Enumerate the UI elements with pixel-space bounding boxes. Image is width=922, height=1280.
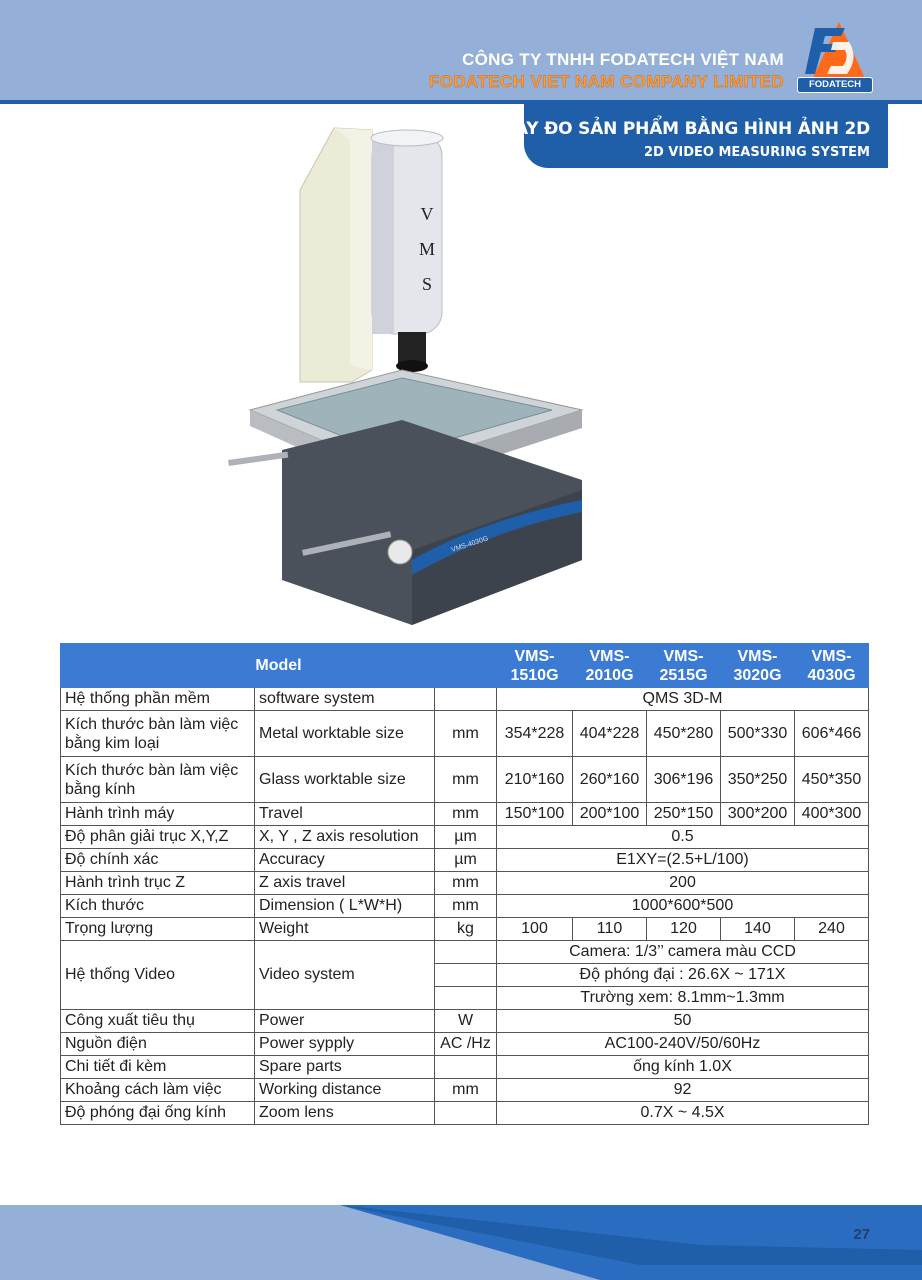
row-label-en: Accuracy bbox=[255, 849, 435, 872]
page-number: 27 bbox=[853, 1226, 870, 1243]
page-title: MÁY ĐO SẢN PHẨM BẰNG HÌNH ẢNH 2D bbox=[498, 119, 870, 139]
row-value: Trường xem: 8.1mm~1.3mm bbox=[497, 987, 869, 1010]
row-value: 140 bbox=[721, 918, 795, 941]
table-row bbox=[61, 872, 869, 895]
row-value: 400*300 bbox=[795, 803, 869, 826]
row-label-vi: Hành trình trục Z bbox=[61, 872, 255, 895]
table-row bbox=[61, 1079, 869, 1102]
row-value: QMS 3D-M bbox=[497, 688, 869, 711]
row-unit: mm bbox=[435, 757, 497, 803]
table-row bbox=[61, 711, 869, 757]
row-label-en: Zoom lens bbox=[255, 1102, 435, 1125]
row-value: 606*466 bbox=[795, 711, 869, 757]
row-unit: mm bbox=[435, 711, 497, 757]
row-value: 260*160 bbox=[573, 757, 647, 803]
row-label-vi: Hệ thống Video bbox=[61, 941, 255, 1010]
table-row bbox=[61, 918, 869, 941]
row-value: 404*228 bbox=[573, 711, 647, 757]
row-unit: mm bbox=[435, 803, 497, 826]
table-row bbox=[61, 1056, 869, 1079]
row-label-en: Weight bbox=[255, 918, 435, 941]
row-value: 50 bbox=[497, 1010, 869, 1033]
row-label-vi: Độ phân giải trục X,Y,Z bbox=[61, 826, 255, 849]
row-unit: W bbox=[435, 1010, 497, 1033]
row-label-en: Working distance bbox=[255, 1079, 435, 1102]
row-label-en: X, Y , Z axis resolution bbox=[255, 826, 435, 849]
model-vms-2515g: VMS- 2515G bbox=[647, 644, 721, 688]
row-label-vi: Khoảng cách làm việc bbox=[61, 1079, 255, 1102]
row-label-en: Power sypply bbox=[255, 1033, 435, 1056]
row-label-vi: Chi tiết đi kèm bbox=[61, 1056, 255, 1079]
row-unit: AC /Hz bbox=[435, 1033, 497, 1056]
table-row bbox=[61, 849, 869, 872]
row-label-vi: Độ phóng đại ống kính bbox=[61, 1102, 255, 1125]
model-vms-2010g: VMS- 2010G bbox=[573, 644, 647, 688]
row-value: 120 bbox=[647, 918, 721, 941]
row-label-en: Dimension ( L*W*H) bbox=[255, 895, 435, 918]
company-name-vi: CÔNG TY TNHH FODATECH VIỆT NAM bbox=[462, 50, 784, 69]
model-vms-1510g: VMS- 1510G bbox=[497, 644, 573, 688]
spec-table bbox=[60, 643, 869, 1125]
row-label-vi: Nguồn điện bbox=[61, 1033, 255, 1056]
row-value: 200 bbox=[497, 872, 869, 895]
row-value: 0.7X ~ 4.5X bbox=[497, 1102, 869, 1125]
machine-plate-text: VMS-4030G bbox=[450, 535, 490, 554]
row-label-en: software system bbox=[255, 688, 435, 711]
row-value: 110 bbox=[573, 918, 647, 941]
row-value: E1XY=(2.5+L/100) bbox=[497, 849, 869, 872]
row-value: 306*196 bbox=[647, 757, 721, 803]
row-value: 500*330 bbox=[721, 711, 795, 757]
row-value: AC100-240V/50/60Hz bbox=[497, 1033, 869, 1056]
row-label-vi: Kích thước bbox=[61, 895, 255, 918]
row-unit: mm bbox=[435, 895, 497, 918]
row-label-en: Glass worktable size bbox=[255, 757, 435, 803]
row-unit bbox=[435, 688, 497, 711]
table-row bbox=[61, 1102, 869, 1125]
model-vms-4030g: VMS- 4030G bbox=[795, 644, 869, 688]
row-value: 210*160 bbox=[497, 757, 573, 803]
logo-wordmark: FODATECH bbox=[797, 77, 873, 93]
vms-machine-image bbox=[222, 120, 622, 625]
row-value: 1000*600*500 bbox=[497, 895, 869, 918]
footer-swoosh bbox=[0, 1205, 922, 1280]
model-header: Model bbox=[61, 644, 497, 688]
row-value: 240 bbox=[795, 918, 869, 941]
table-header-row bbox=[61, 644, 869, 688]
head-letter-m: M bbox=[418, 239, 436, 259]
table-row bbox=[61, 895, 869, 918]
row-value: 0.5 bbox=[497, 826, 869, 849]
row-label-en: Z axis travel bbox=[255, 872, 435, 895]
row-value: 300*200 bbox=[721, 803, 795, 826]
row-unit: mm bbox=[435, 1079, 497, 1102]
table-row bbox=[61, 1033, 869, 1056]
head-letter-v: V bbox=[420, 204, 434, 224]
row-value: 450*280 bbox=[647, 711, 721, 757]
row-value: 450*350 bbox=[795, 757, 869, 803]
row-value: ống kính 1.0X bbox=[497, 1056, 869, 1079]
row-value: 100 bbox=[497, 918, 573, 941]
row-label-vi: Hệ thống phần mềm bbox=[61, 688, 255, 711]
row-label-vi: Kích thước bàn làm việc bằng kim loại bbox=[61, 711, 255, 757]
company-name-en: FODATECH VIET NAM COMPANY LIMITED bbox=[428, 72, 784, 91]
table-row bbox=[61, 757, 869, 803]
row-unit: mm bbox=[435, 872, 497, 895]
row-label-vi: Độ chính xác bbox=[61, 849, 255, 872]
row-label-en: Power bbox=[255, 1010, 435, 1033]
row-unit: µm bbox=[435, 849, 497, 872]
row-label-en: Video system bbox=[255, 941, 435, 1010]
head-letter-s: S bbox=[421, 274, 433, 294]
row-unit: µm bbox=[435, 826, 497, 849]
row-label-en: Travel bbox=[255, 803, 435, 826]
page-subtitle: 2D VIDEO MEASURING SYSTEM bbox=[643, 145, 870, 160]
row-unit bbox=[435, 987, 497, 1010]
row-label-vi: Kích thước bàn làm việc bằng kính bbox=[61, 757, 255, 803]
row-unit: kg bbox=[435, 918, 497, 941]
row-unit bbox=[435, 941, 497, 964]
model-vms-3020g: VMS- 3020G bbox=[721, 644, 795, 688]
row-value: 250*150 bbox=[647, 803, 721, 826]
row-value: Camera: 1/3’’ camera màu CCD bbox=[497, 941, 869, 964]
row-value: 92 bbox=[497, 1079, 869, 1102]
row-label-en: Spare parts bbox=[255, 1056, 435, 1079]
table-row bbox=[61, 1010, 869, 1033]
table-row bbox=[61, 941, 869, 964]
row-value: Độ phóng đại : 26.6X ~ 171X bbox=[497, 964, 869, 987]
row-unit bbox=[435, 964, 497, 987]
row-label-vi: Trọng lượng bbox=[61, 918, 255, 941]
row-value: 200*100 bbox=[573, 803, 647, 826]
row-value: 150*100 bbox=[497, 803, 573, 826]
row-unit bbox=[435, 1056, 497, 1079]
row-label-en: Metal worktable size bbox=[255, 711, 435, 757]
table-row bbox=[61, 826, 869, 849]
table-row bbox=[61, 803, 869, 826]
row-value: 354*228 bbox=[497, 711, 573, 757]
row-unit bbox=[435, 1102, 497, 1125]
table-row bbox=[61, 688, 869, 711]
row-value: 350*250 bbox=[721, 757, 795, 803]
row-label-vi: Công xuất tiêu thụ bbox=[61, 1010, 255, 1033]
row-label-vi: Hành trình máy bbox=[61, 803, 255, 826]
